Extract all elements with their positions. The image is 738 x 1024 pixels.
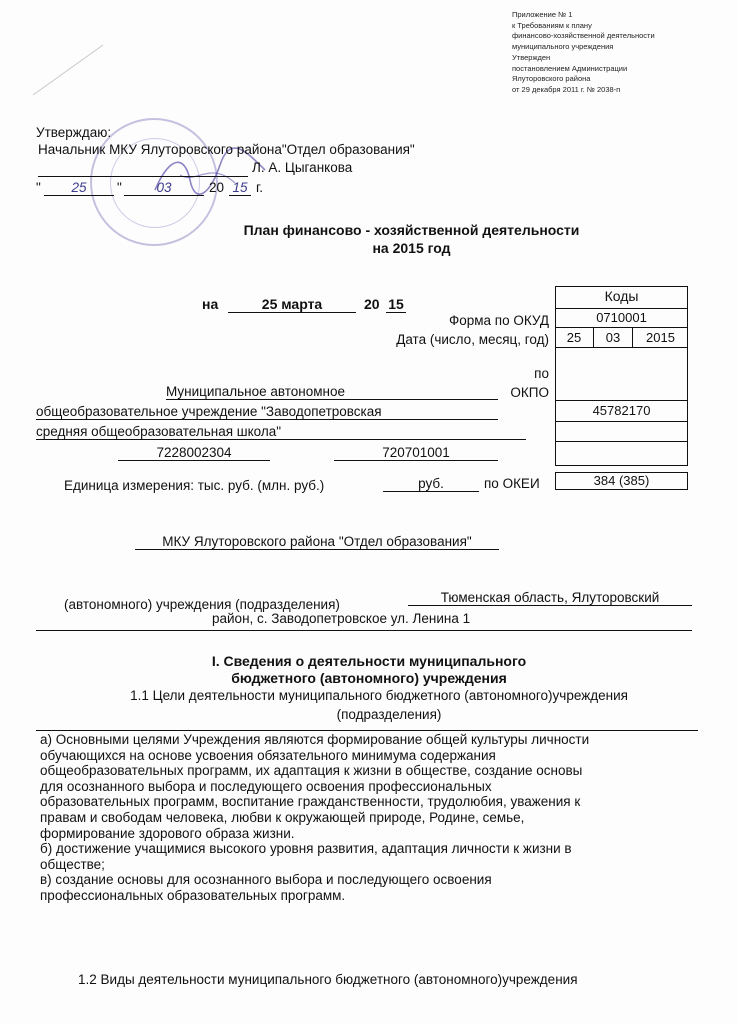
address-label: (автономного) учреждения (подразделения) xyxy=(64,597,340,612)
goals-line: для осознанного выбора и последующего освоения профессиональных xyxy=(40,778,492,794)
goals-line: а) Основными целями Учреждения являются формирование общей культуры личности xyxy=(40,732,590,747)
appendix-line: финансово-хозяйственной деятельности xyxy=(512,31,655,41)
goals-line: общеобразовательных программ, их адаптация к жизни в обществе, создание основы xyxy=(40,763,583,779)
institution-line1: Муниципальное автономное xyxy=(166,384,498,400)
appendix-line: от 29 декабря 2011 г. № 2038-п xyxy=(512,84,621,94)
signature-line xyxy=(38,160,248,177)
plan-date: 25 марта xyxy=(228,296,356,313)
goals-line: б) достижение учащимися высокого уровня развития, адаптация личности к жизни в xyxy=(40,841,572,857)
approve-label: Утверждаю: xyxy=(36,125,112,140)
inn-value: 7228002304 xyxy=(118,445,270,461)
unit-label: Единица измерения: тыс. руб. (млн. руб.) xyxy=(64,478,325,493)
institution-line3: средняя общеобразовательная школа" xyxy=(36,424,526,440)
okud-label: Форма по ОКУД xyxy=(448,313,549,328)
approval-month: 03 xyxy=(124,180,204,196)
subsection-1-1-cont: (подразделения) xyxy=(336,707,442,722)
goals-line: в) создание основы для осознанного выбора и последующего освоения xyxy=(40,872,492,888)
unit-value: руб. xyxy=(383,476,479,492)
codes-divider xyxy=(555,400,688,401)
date-quote-close: " xyxy=(117,180,122,195)
approver-name: Л. А. Цыганкова xyxy=(252,160,353,175)
appendix-line: постановлением Администрации xyxy=(512,63,628,73)
okud-code: 0710001 xyxy=(596,310,647,325)
approval-year-prefix: 20 xyxy=(209,180,225,195)
appendix-note xyxy=(512,10,655,96)
codes-divider xyxy=(555,421,688,422)
plan-title: План финансово - хозяйственной деятельности xyxy=(243,222,580,238)
plan-date-year: 15 xyxy=(386,296,406,313)
okei-code: 384 (385) xyxy=(593,473,650,488)
approval-year-suffix: г. xyxy=(256,180,264,195)
address-line1: Тюменская область, Ялуторовский xyxy=(408,590,692,606)
goals-line: правам и свободам человека, любви к окружающей природе, Родине, семье, xyxy=(40,809,525,825)
pencil-mark xyxy=(28,40,108,100)
section-title-line1: I. Сведения о деятельности муниципального xyxy=(211,653,527,669)
section-title-line2: бюджетного (автономного) учреждения xyxy=(231,670,507,686)
plan-year: на 2015 год xyxy=(372,240,451,256)
address-underline xyxy=(36,630,692,631)
founder-name: МКУ Ялуторовского района "Отдел образования" xyxy=(135,534,499,550)
subsection-1-2-title: 1.2 Виды деятельности муниципального бюджетного (автономного)учреждения xyxy=(78,972,578,987)
codes-header: Коды xyxy=(604,288,639,304)
institution-line2: общеобразовательное учреждение "Заводопетровская xyxy=(36,404,498,420)
goals-line: формирование здорового образа жизни. xyxy=(40,825,295,841)
kpp-value: 720701001 xyxy=(334,445,498,461)
codes-divider xyxy=(555,327,688,328)
date-on-label: на xyxy=(202,296,219,312)
date-day-code: 25 xyxy=(566,330,582,345)
date-quote-open: " xyxy=(36,180,41,195)
date-label: Дата (число, месяц, год) xyxy=(396,332,549,347)
codes-divider xyxy=(555,441,688,442)
subsection-1-1-title: 1.1 Цели деятельности муниципального бюджетного (автономного)учреждения xyxy=(130,688,628,703)
approval-day: 25 xyxy=(44,180,114,196)
address-line2: район, с. Заводопетровское ул. Ленина 1 xyxy=(212,611,471,626)
appendix-line: муниципального учреждения xyxy=(512,42,614,52)
goals-line: обществе; xyxy=(40,856,105,872)
approver-position: Начальник МКУ Ялуторовского района"Отдел образования" xyxy=(38,142,415,157)
appendix-line: к Требованиям к плану xyxy=(512,20,592,30)
date-year-code: 2015 xyxy=(646,330,675,345)
goals-top-border xyxy=(36,730,698,731)
appendix-line: Приложение № 1 xyxy=(512,10,573,19)
goals-line: обучающихся на основе усвоения обязательного минимума содержания xyxy=(40,747,496,763)
okei-label: по ОКЕИ xyxy=(484,476,540,491)
appendix-line: Ялуторовского района xyxy=(512,74,591,84)
goals-line: образовательных программ, воспитание гражданственности, трудолюбия, уважения к xyxy=(40,794,581,810)
approval-year: 15 xyxy=(229,180,251,196)
codes-divider xyxy=(555,347,688,348)
okpo-code: 45782170 xyxy=(592,403,651,418)
po-label: по xyxy=(534,366,549,381)
okpo-label: ОКПО xyxy=(510,385,549,400)
goals-text xyxy=(40,732,589,904)
date-month-code: 03 xyxy=(605,330,621,345)
plan-year-prefix: 20 xyxy=(364,296,380,312)
goals-line: профессиональных образовательных программ. xyxy=(40,887,346,903)
appendix-line: Утвержден xyxy=(512,52,551,62)
codes-divider xyxy=(555,308,688,309)
